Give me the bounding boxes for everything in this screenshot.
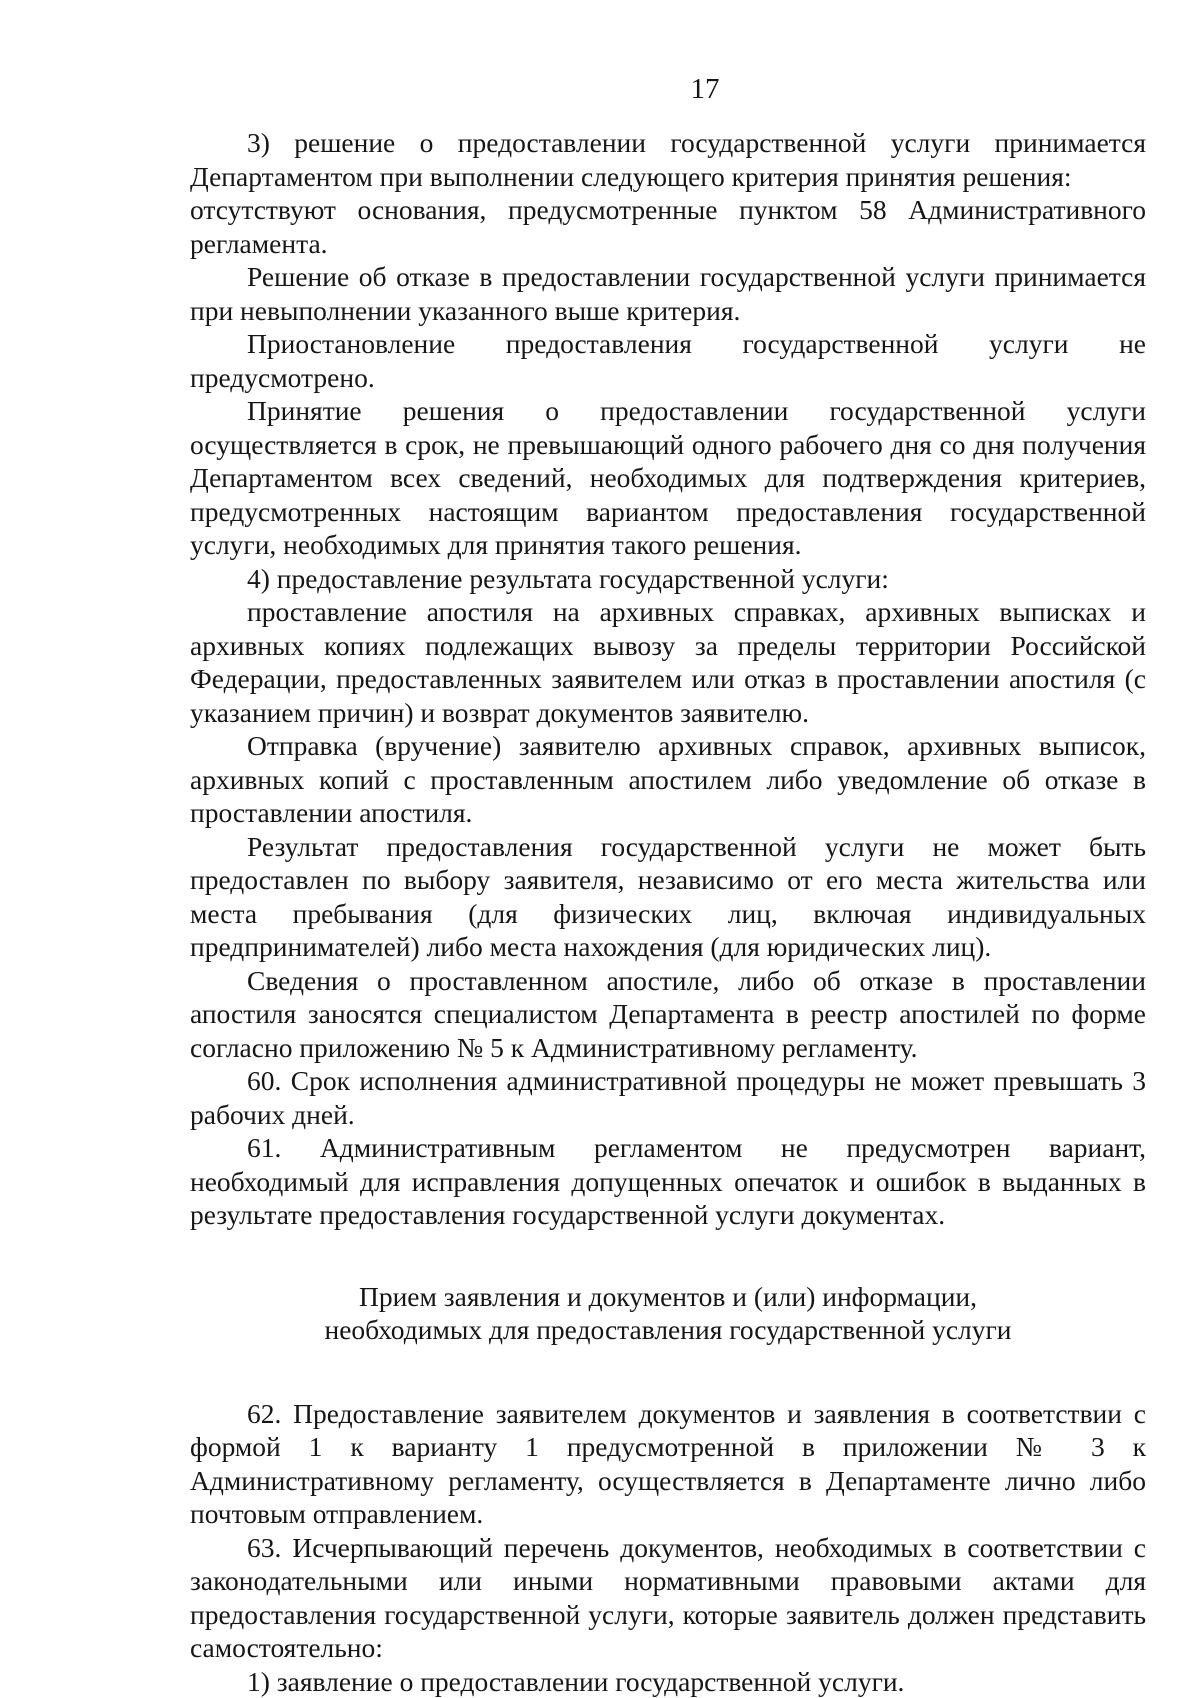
paragraph: 1) заявление о предоставлении государственной услуги.: [190, 1665, 1146, 1698]
paragraph: 60. Срок исполнения административной процедуры не может превышать 3 рабочих дней.: [190, 1064, 1146, 1131]
paragraph: 62. Предоставление заявителем документов и заявления в соответствии с формой 1 к варианту 1 предусмотренной в приложении № 3 к Административному регламенту, осуществляется в Департаменте лично либо почтовым отправлением.: [190, 1397, 1146, 1531]
section-heading-line: необходимых для предоставления государственной услуги: [190, 1313, 1146, 1347]
paragraph: отсутствуют основания, предусмотренные пунктом 58 Административного регламента.: [190, 193, 1146, 260]
document-body: [190, 126, 1146, 1698]
paragraph: 63. Исчерпывающий перечень документов, необходимых в соответствии с законодательными или иными нормативными правовыми актами для предоставления государственной услуги, которые заявитель должен представить самостоятельно:: [190, 1531, 1146, 1665]
paragraph: Отправка (вручение) заявителю архивных справок, архивных выписок, архивных копий с проставленным апостилем либо уведомление об отказе в проставлении апостиля.: [190, 729, 1146, 830]
page-number: 17: [0, 70, 1200, 108]
section-heading-line: Прием заявления и документов и (или) информации,: [190, 1280, 1146, 1314]
paragraph: Сведения о проставленном апостиле, либо об отказе в проставлении апостиля заносятся специалистом Департамента в реестр апостилей по форме согласно приложению № 5 к Административному регламенту.: [190, 964, 1146, 1065]
page-number-area: [0, 0, 1200, 120]
paragraph: Приостановление предоставления государственной услуги не предусмотрено.: [190, 327, 1146, 394]
paragraph: Принятие решения о предоставлении государственной услуги осуществляется в срок, не превышающий одного рабочего дня со дня получения Департаментом всех сведений, необходимых для подтверждения критериев, предусмотренных настоящим вариантом предоставления государственной услуги, необходимых для принятия такого решения.: [190, 394, 1146, 562]
section-heading: [190, 1280, 1146, 1347]
paragraph: 4) предоставление результата государственной услуги:: [190, 562, 1146, 596]
paragraph: 61. Административным регламентом не предусмотрен вариант, необходимый для исправления допущенных опечаток и ошибок в выданных в результате предоставления государственной услуги документах.: [190, 1131, 1146, 1232]
paragraph: Решение об отказе в предоставлении государственной услуги принимается при невыполнении указанного выше критерия.: [190, 260, 1146, 327]
paragraph: проставление апостиля на архивных справках, архивных выписках и архивных копиях подлежащих вывозу за пределы территории Российской Федерации, предоставленных заявителем или отказ в проставлении апостиля (с указанием причин) и возврат документов заявителю.: [190, 595, 1146, 729]
paragraph: Результат предоставления государственной услуги не может быть предоставлен по выбору заявителя, независимо от его места жительства или места пребывания (для физических лиц, включая индивидуальных предпринимателей) либо места нахождения (для юридических лиц).: [190, 830, 1146, 964]
paragraph: 3) решение о предоставлении государственной услуги принимается Департаментом при выполнении следующего критерия принятия решения:: [190, 126, 1146, 193]
